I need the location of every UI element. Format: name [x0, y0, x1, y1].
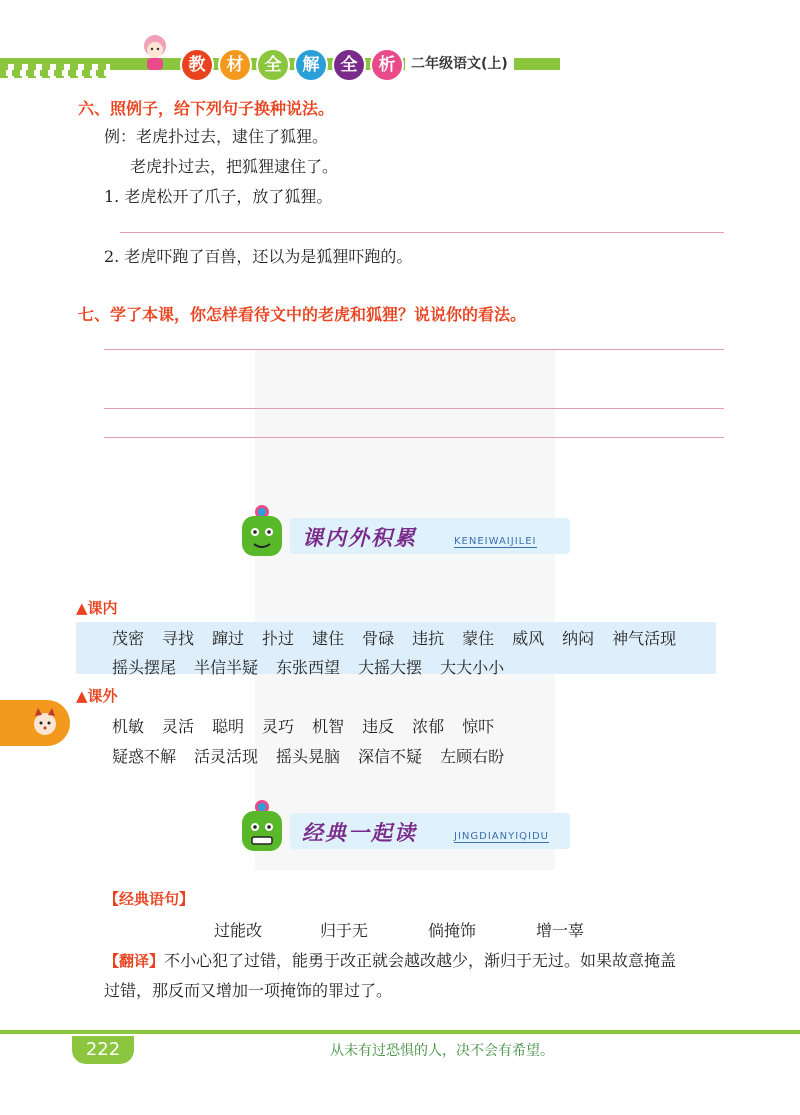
banner-title: 经典一起读: [302, 821, 417, 845]
banner-title: 课内外积累: [302, 526, 417, 550]
vocab-word: 神气活现: [612, 629, 677, 648]
title-char: 全: [256, 48, 290, 82]
vocab-word: 聪明: [212, 717, 245, 736]
title-char: 解: [294, 48, 328, 82]
vocab-word: 纳闷: [562, 629, 595, 648]
vocab-word: 大大小小: [440, 658, 505, 677]
page-number: 222: [72, 1036, 134, 1064]
header-checker-decoration: [6, 70, 106, 76]
inner-label: ▲课内: [76, 599, 118, 617]
classic-phrase: 增一辜: [536, 921, 585, 940]
grade-label: 二年级语文(上): [405, 53, 514, 73]
section6-heading: 六、照例子，给下列句子换种说法。: [78, 99, 335, 118]
book-title: [180, 48, 404, 82]
translation-text: 不小心犯了过错，能勇于改正就会越改越少，渐归于无过。如果故意掩盖: [164, 951, 677, 970]
footer-motto: 从未有过恐惧的人，决不会有希望。: [330, 1043, 554, 1059]
vocab-word: 蹿过: [212, 629, 245, 648]
vocab-word: 惊吓: [462, 717, 495, 736]
watermark: [255, 350, 555, 870]
vocab-word: 逮住: [312, 629, 345, 648]
question-1: 1. 老虎松开了爪子，放了狐狸。: [104, 187, 333, 206]
vocab-word: 茂密: [112, 629, 145, 648]
classic-label: 【经典语句】: [104, 890, 195, 908]
classic-phrase: 过能改: [214, 921, 263, 940]
pencil-decoration: [520, 61, 560, 69]
vocab-word: 骨碌: [362, 629, 395, 648]
vocab-word: 灵活: [162, 717, 195, 736]
vocab-word: 东张西望: [276, 658, 341, 677]
footer-line: [0, 1030, 800, 1034]
answer-line[interactable]: [104, 408, 724, 409]
vocab-word: 机敏: [112, 717, 145, 736]
vocab-word: 活灵活现: [194, 747, 259, 766]
fox-face-icon: [22, 700, 68, 746]
accumulation-banner: [232, 500, 572, 560]
translation-label: 【翻译】: [104, 952, 165, 970]
monster-mascot-icon: [232, 795, 292, 855]
girl-mascot-icon: [135, 32, 175, 72]
example-answer: 老虎扑过去，把狐狸逮住了。: [130, 157, 339, 176]
title-char: 全: [332, 48, 366, 82]
title-char: 教: [180, 48, 214, 82]
translation-line-1: [104, 948, 744, 971]
vocab-word: 疑惑不解: [112, 747, 177, 766]
vocab-word: 机智: [312, 717, 345, 736]
vocab-word: 深信不疑: [358, 747, 423, 766]
classic-phrase: 倘掩饰: [428, 921, 477, 940]
vocab-word: 违抗: [412, 629, 445, 648]
vocab-word: 左顾右盼: [440, 747, 505, 766]
inner-row-2: [112, 655, 522, 678]
vocab-word: 摇头晃脑: [276, 747, 341, 766]
vocab-word: 灵巧: [262, 717, 295, 736]
outer-label: ▲课外: [76, 687, 118, 705]
example-sentence: 例：老虎扑过去，逮住了狐狸。: [104, 127, 329, 146]
answer-line[interactable]: [120, 232, 724, 233]
monster-mascot-icon: [232, 500, 292, 560]
vocab-word: 蒙住: [462, 629, 495, 648]
question-2: 2. 老虎吓跑了百兽，还以为是狐狸吓跑的。: [104, 247, 413, 266]
side-tab: [0, 700, 70, 746]
section7-heading: 七、学了本课，你怎样看待文中的老虎和狐狸？说说你的看法。: [78, 305, 527, 324]
banner-subtitle: KENEIWAIJILEI: [454, 536, 537, 547]
answer-line[interactable]: [104, 349, 724, 350]
outer-row-1: [112, 714, 512, 737]
answer-line[interactable]: [104, 437, 724, 438]
vocab-word: 违反: [362, 717, 395, 736]
vocab-word: 大摇大摆: [358, 658, 423, 677]
outer-row-2: [112, 744, 522, 767]
vocab-word: 摇头摆尾: [112, 658, 177, 677]
vocab-word: 浓郁: [412, 717, 445, 736]
translation-line-2: 过错，那反而又增加一项掩饰的罪过了。: [104, 981, 393, 1000]
vocab-word: 威风: [512, 629, 545, 648]
title-char: 材: [218, 48, 252, 82]
classic-banner: [232, 795, 572, 855]
classic-phrase: 归于无: [320, 921, 369, 940]
title-char: 析: [370, 48, 404, 82]
vocab-word: 半信半疑: [194, 658, 259, 677]
inner-row-1: [112, 626, 694, 649]
vocab-word: 寻找: [162, 629, 195, 648]
banner-subtitle: JINGDIANYIQIDU: [454, 831, 549, 842]
vocab-word: 扑过: [262, 629, 295, 648]
